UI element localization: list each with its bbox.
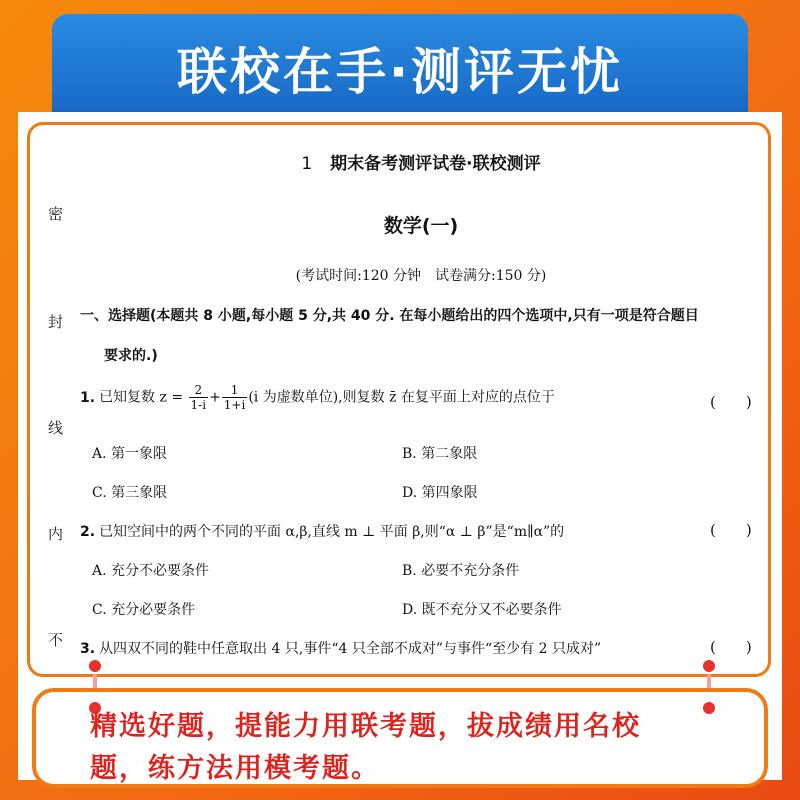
answer-bracket: ( ) (710, 393, 752, 411)
top-banner (52, 14, 748, 126)
subject-title: 数学(一) (383, 215, 459, 237)
option-d: D. 既不充分又不必要条件 (402, 602, 562, 618)
option-b: B. 第二象限 (402, 446, 478, 462)
side-char: 封 (48, 313, 64, 331)
question-number: 1. (80, 389, 96, 406)
section-title: 一、选择题(本题共 8 小题,每小题 5 分,共 40 分. 在每小题给出的四个选项中,只有一项是符合题目 (80, 308, 699, 324)
side-char: 密 (48, 205, 64, 223)
question-text: 已知复数 z = (99, 389, 184, 406)
answer-bracket: ( ) (710, 521, 752, 539)
section-title-cont: 要求的.) (104, 348, 158, 364)
footer-slogan (90, 706, 710, 790)
paper-header-text: 期末备考测评试卷·联校测评 (330, 154, 541, 174)
option-c: C. 第三象限 (92, 485, 168, 501)
footer-line-1: 精选好题，提能力用联考题，拔成绩用名校 (90, 711, 641, 742)
question-number: 2. (80, 524, 96, 540)
fraction (222, 383, 248, 412)
paper-number: 1 (301, 154, 313, 174)
exam-content (74, 125, 768, 674)
option-c: C. 充分必要条件 (92, 602, 196, 618)
question-3 (80, 638, 601, 658)
question-1 (80, 383, 555, 412)
binding-margin (30, 125, 74, 674)
question-text: 从四双不同的鞋中任意取出 4 只,事件“4 只全部不成对”与事件“至少有 2 只成对” (99, 641, 602, 657)
side-char: 线 (48, 419, 64, 437)
fraction-denominator: 1+i (223, 398, 246, 412)
banner-title: 联校在手·测评无忧 (177, 43, 623, 101)
exam-paper-frame (27, 122, 771, 677)
plus-sign: + (209, 389, 221, 406)
option-b: B. 必要不充分条件 (402, 563, 520, 579)
exam-info: (考试时间:120 分钟 试卷满分:150 分) (295, 268, 547, 284)
paper-header (74, 149, 768, 174)
question-text: 已知空间中的两个不同的平面 α,β,直线 m ⊥ 平面 β,则“α ⊥ β”是“m∥α”的 (99, 524, 565, 540)
option-a: A. 第一象限 (92, 446, 168, 462)
connector-dot-left (87, 658, 103, 674)
fraction-numerator: 1 (222, 383, 248, 398)
fraction-numerator: 2 (189, 383, 209, 398)
fraction (189, 383, 209, 412)
option-a: A. 充分不必要条件 (92, 563, 210, 579)
question-2 (80, 521, 564, 541)
answer-bracket: ( ) (710, 638, 752, 656)
option-d: D. 第四象限 (402, 485, 478, 501)
connector-dot-right (701, 658, 717, 674)
side-char: 不 (48, 631, 64, 649)
fraction-denominator: 1-i (190, 398, 207, 412)
question-number: 3. (80, 641, 96, 657)
question-text: (i 为虚数单位),则复数 z̄ 在复平面上对应的点位于 (248, 389, 555, 406)
side-char: 内 (48, 525, 64, 543)
footer-line-2: 题，练方法用模考题。 (90, 753, 380, 784)
